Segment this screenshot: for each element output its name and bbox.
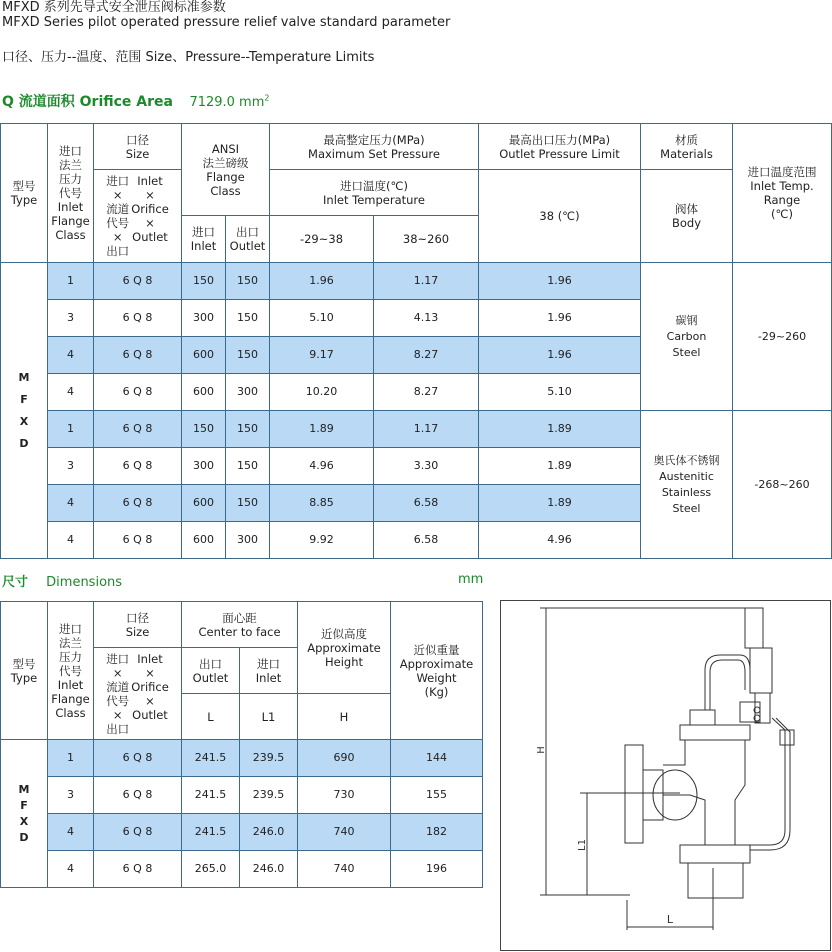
t1-cell-p1: 8.85 bbox=[270, 485, 374, 522]
t1-cell-p1: 4.96 bbox=[270, 448, 374, 485]
t1-cell-outlet: 150 bbox=[226, 485, 270, 522]
t2-cell-H: 690 bbox=[298, 740, 391, 777]
t1-cell-inlet: 150 bbox=[182, 411, 226, 448]
t2-model-column bbox=[1, 740, 48, 888]
t1-header-outlet: 出口 Outlet bbox=[226, 216, 270, 263]
t1-cell-size: 6 Q 8 bbox=[94, 337, 182, 374]
t2-cell-code: 3 bbox=[48, 777, 94, 814]
t1-cell-outlet-limit: 1.96 bbox=[479, 337, 641, 374]
t1-model-column bbox=[1, 263, 48, 559]
orifice-value: 7129.0 mm bbox=[189, 95, 265, 110]
t1-cell-outlet-limit: 5.10 bbox=[479, 374, 641, 411]
t1-header-temp-1: -29~38 bbox=[270, 216, 374, 263]
t1-cell-outlet: 150 bbox=[226, 337, 270, 374]
t1-row bbox=[1, 263, 832, 300]
t2-header-height: 近似高度 Approximate Height bbox=[298, 602, 391, 694]
t2-cell-L1: 239.5 bbox=[240, 740, 298, 777]
t1-range-stainless: -268~260 bbox=[733, 411, 832, 559]
valve-drawing bbox=[500, 600, 831, 951]
t2-model-letter: M bbox=[18, 782, 30, 796]
t1-cell-outlet: 150 bbox=[226, 263, 270, 300]
t2-model-letter: D bbox=[19, 830, 29, 844]
t1-cell-size: 6 Q 8 bbox=[94, 411, 182, 448]
t2-cell-code: 4 bbox=[48, 814, 94, 851]
t2-row bbox=[1, 740, 483, 777]
t1-range-carbon: -29~260 bbox=[733, 263, 832, 411]
dimensions-unit: mm bbox=[458, 572, 484, 587]
t1-header-type: 型号 Type bbox=[1, 124, 48, 263]
t2-header-inlet: 进口 Inlet bbox=[240, 648, 298, 694]
header-line-1: MFXD 系列先导式安全泄压阀标准参数 bbox=[2, 0, 226, 15]
t2-header-size-sub: 进口 × 流道 代号 × 出口 Inlet × Orifice × Outlet bbox=[94, 648, 182, 740]
t1-model-letter: F bbox=[20, 392, 28, 406]
t2-cell-weight: 196 bbox=[391, 851, 483, 888]
t1-cell-code: 4 bbox=[48, 337, 94, 374]
t2-header-type: 型号 Type bbox=[1, 602, 48, 740]
t2-cell-size: 6 Q 8 bbox=[94, 814, 182, 851]
t1-header-materials: 材质 Materials bbox=[641, 124, 733, 170]
t2-cell-H: 730 bbox=[298, 777, 391, 814]
t2-cell-weight: 182 bbox=[391, 814, 483, 851]
t2-header-outlet: 出口 Outlet bbox=[182, 648, 240, 694]
t2-cell-L: 241.5 bbox=[182, 777, 240, 814]
t2-cell-weight: 144 bbox=[391, 740, 483, 777]
t1-cell-p1: 1.96 bbox=[270, 263, 374, 300]
t2-model-letter: X bbox=[19, 814, 29, 828]
t2-cell-code: 4 bbox=[48, 851, 94, 888]
t1-model-letter: M bbox=[18, 370, 30, 384]
t1-header-size: 口径 Size bbox=[94, 124, 182, 170]
t2-cell-L: 241.5 bbox=[182, 740, 240, 777]
t2-cell-size: 6 Q 8 bbox=[94, 777, 182, 814]
t1-cell-size: 6 Q 8 bbox=[94, 485, 182, 522]
t2-cell-L: 265.0 bbox=[182, 851, 240, 888]
t2-header-L1: L1 bbox=[240, 694, 298, 740]
t2-cell-L1: 239.5 bbox=[240, 777, 298, 814]
t2-cell-size: 6 Q 8 bbox=[94, 851, 182, 888]
t1-cell-size: 6 Q 8 bbox=[94, 300, 182, 337]
t1-cell-p2: 6.58 bbox=[374, 522, 479, 559]
t1-cell-p1: 5.10 bbox=[270, 300, 374, 337]
t1-model-letter: D bbox=[19, 436, 29, 450]
t1-model-letter: X bbox=[19, 414, 29, 428]
t2-header-H: H bbox=[298, 694, 391, 740]
t1-cell-p2: 8.27 bbox=[374, 374, 479, 411]
t1-cell-inlet: 600 bbox=[182, 337, 226, 374]
t1-header-ansi: ANSI 法兰磅级 Flange Class bbox=[182, 124, 270, 216]
t1-cell-p1: 9.92 bbox=[270, 522, 374, 559]
t1-cell-outlet-limit: 1.89 bbox=[479, 411, 641, 448]
t1-cell-size: 6 Q 8 bbox=[94, 522, 182, 559]
t2-cell-size: 6 Q 8 bbox=[94, 740, 182, 777]
t2-header-L: L bbox=[182, 694, 240, 740]
t2-cell-H: 740 bbox=[298, 851, 391, 888]
t1-header-outlet-38: 38 (℃) bbox=[479, 170, 641, 263]
t1-cell-outlet: 300 bbox=[226, 522, 270, 559]
t1-cell-code: 3 bbox=[48, 448, 94, 485]
pressure-temperature-table bbox=[0, 123, 832, 559]
t1-header-body: 阀体 Body bbox=[641, 170, 733, 263]
t1-row bbox=[1, 411, 832, 448]
header-line-3: 口径、压力--温度、范围 Size、Pressure--Temperature Limits bbox=[2, 50, 375, 65]
dimensions-table bbox=[0, 601, 483, 888]
t2-cell-code: 1 bbox=[48, 740, 94, 777]
t1-cell-outlet-limit: 1.89 bbox=[479, 485, 641, 522]
dimensions-title-cn: 尺寸 bbox=[2, 575, 29, 590]
t1-cell-inlet: 600 bbox=[182, 485, 226, 522]
t2-row bbox=[1, 851, 483, 888]
t1-cell-p2: 1.17 bbox=[374, 263, 479, 300]
t2-cell-H: 740 bbox=[298, 814, 391, 851]
orifice-label: Q 流道面积 Orifice Area bbox=[2, 94, 173, 110]
t1-header-inlet: 进口 Inlet bbox=[182, 216, 226, 263]
t1-cell-size: 6 Q 8 bbox=[94, 448, 182, 485]
t1-cell-outlet: 150 bbox=[226, 448, 270, 485]
t1-cell-outlet-limit: 1.96 bbox=[479, 263, 641, 300]
t1-cell-code: 1 bbox=[48, 411, 94, 448]
t1-cell-outlet-limit: 1.89 bbox=[479, 448, 641, 485]
t2-header-weight: 近似重量 Approximate Weight (Kg) bbox=[391, 602, 483, 740]
t1-cell-p2: 1.17 bbox=[374, 411, 479, 448]
t1-cell-outlet-limit: 1.96 bbox=[479, 300, 641, 337]
t1-cell-p1: 1.89 bbox=[270, 411, 374, 448]
t1-cell-inlet: 600 bbox=[182, 522, 226, 559]
t1-cell-code: 4 bbox=[48, 485, 94, 522]
t1-cell-outlet: 300 bbox=[226, 374, 270, 411]
orifice-sup: 2 bbox=[264, 93, 270, 103]
dim-label-H: H bbox=[536, 746, 547, 754]
t1-cell-p1: 9.17 bbox=[270, 337, 374, 374]
t1-cell-code: 3 bbox=[48, 300, 94, 337]
t1-cell-inlet: 300 bbox=[182, 448, 226, 485]
t1-cell-outlet-limit: 4.96 bbox=[479, 522, 641, 559]
t1-header-size-sub: 进口 × 流道 代号 × 出口 Inlet × Orifice × Outlet bbox=[94, 170, 182, 263]
t1-material-carbon: 碳钢 Carbon Steel bbox=[641, 263, 733, 411]
t2-cell-L1: 246.0 bbox=[240, 814, 298, 851]
dimensions-title-en: Dimensions bbox=[46, 575, 123, 590]
t1-cell-code: 4 bbox=[48, 374, 94, 411]
t1-header-temp-range: 进口温度范围 Inlet Temp. Range (℃) bbox=[733, 124, 832, 263]
t1-header-max-set: 最高整定压力(MPa) Maximum Set Pressure bbox=[270, 124, 479, 170]
t2-cell-weight: 155 bbox=[391, 777, 483, 814]
t1-cell-inlet: 600 bbox=[182, 374, 226, 411]
t1-cell-inlet: 300 bbox=[182, 300, 226, 337]
t1-cell-p2: 3.30 bbox=[374, 448, 479, 485]
t1-cell-inlet: 150 bbox=[182, 263, 226, 300]
dim-label-L1: L1 bbox=[577, 839, 588, 851]
dim-label-L: L bbox=[666, 913, 674, 926]
t1-cell-p2: 8.27 bbox=[374, 337, 479, 374]
t1-cell-outlet: 150 bbox=[226, 411, 270, 448]
t1-header-inlet-flange: 进口 法兰 压力 代号 Inlet Flange Class bbox=[48, 124, 94, 263]
t2-cell-L: 241.5 bbox=[182, 814, 240, 851]
t1-cell-p2: 4.13 bbox=[374, 300, 479, 337]
dimensions-title bbox=[2, 571, 122, 590]
t1-cell-code: 4 bbox=[48, 522, 94, 559]
t2-header-c2f: 面心距 Center to face bbox=[182, 602, 298, 648]
t2-header-inlet-flange: 进口 法兰 压力 代号 Inlet Flange Class bbox=[48, 602, 94, 740]
orifice-area bbox=[2, 91, 269, 111]
t1-cell-p2: 6.58 bbox=[374, 485, 479, 522]
t1-header-outlet-limit: 最高出口压力(MPa) Outlet Pressure Limit bbox=[479, 124, 641, 170]
t1-header-inlet-temp: 进口温度(℃) Inlet Temperature bbox=[270, 170, 479, 216]
t1-cell-size: 6 Q 8 bbox=[94, 263, 182, 300]
t2-model-letter: F bbox=[20, 798, 28, 812]
header-line-2: MFXD Series pilot operated pressure relief valve standard parameter bbox=[2, 15, 451, 30]
t1-material-stainless: 奥氏体不锈钢 Austenitic Stainless Steel bbox=[641, 411, 733, 559]
t1-cell-p1: 10.20 bbox=[270, 374, 374, 411]
t2-header-size: 口径 Size bbox=[94, 602, 182, 648]
t1-cell-code: 1 bbox=[48, 263, 94, 300]
t2-row bbox=[1, 814, 483, 851]
t2-cell-L1: 246.0 bbox=[240, 851, 298, 888]
t1-cell-size: 6 Q 8 bbox=[94, 374, 182, 411]
t1-header-temp-2: 38~260 bbox=[374, 216, 479, 263]
t2-row bbox=[1, 777, 483, 814]
t1-cell-outlet: 150 bbox=[226, 300, 270, 337]
